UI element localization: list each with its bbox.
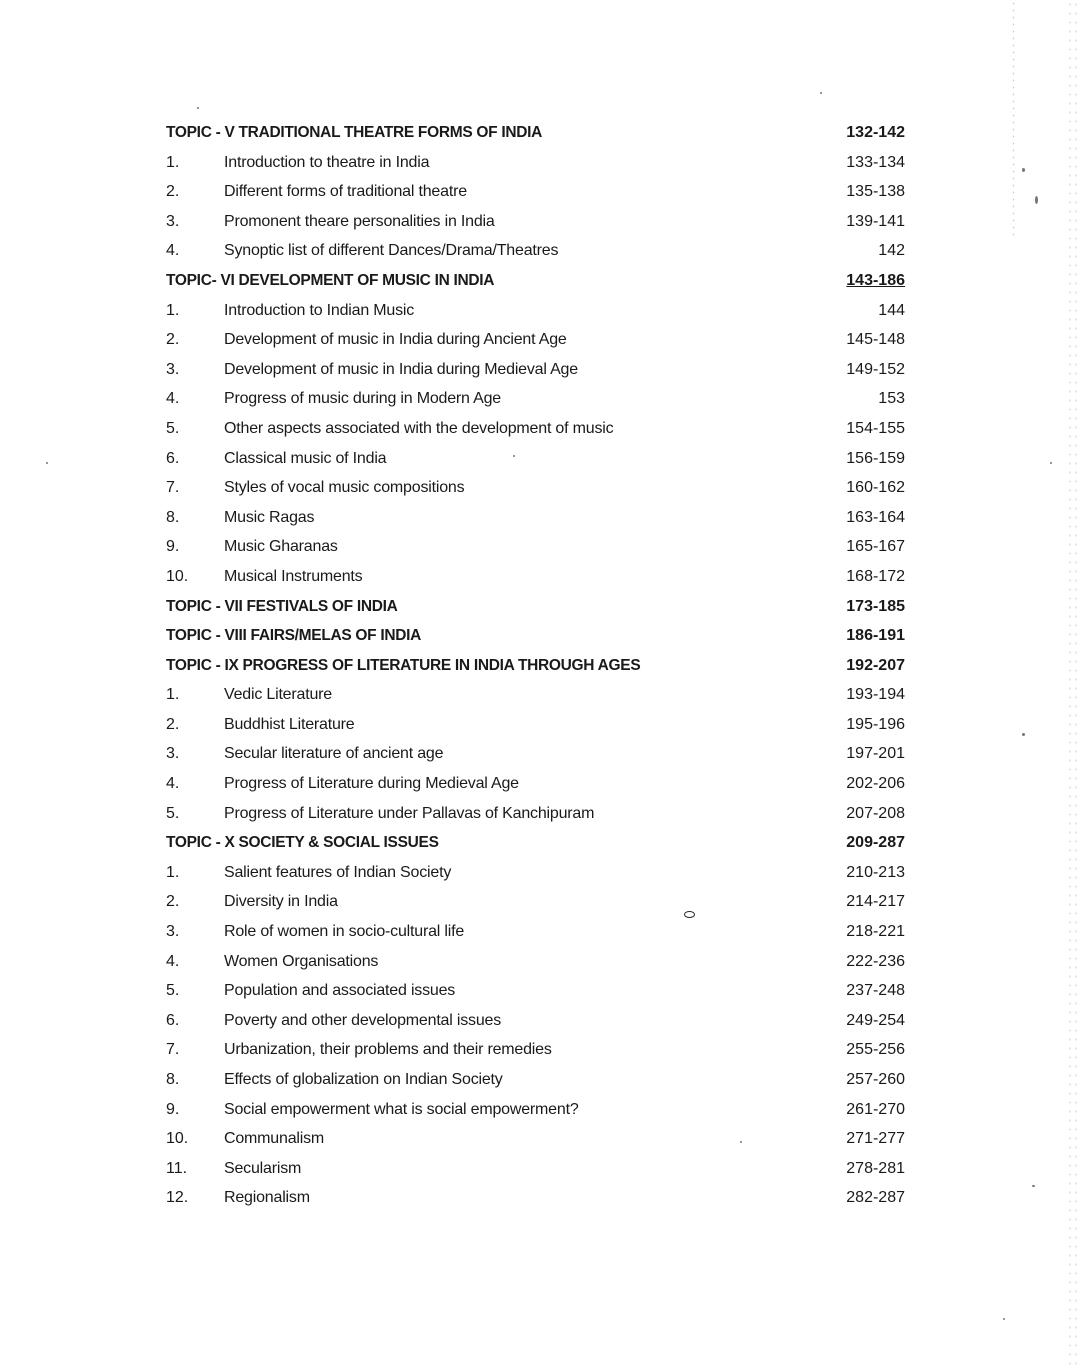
entry-number: 11.: [166, 1159, 188, 1177]
scan-speck: [1050, 462, 1052, 464]
toc-entry: [166, 236, 910, 266]
toc-entry: [166, 562, 910, 592]
toc-entry: [166, 148, 910, 178]
scan-speck: [1032, 1185, 1035, 1187]
entry-number: 1.: [166, 686, 180, 704]
topic-page-range: 173-185: [846, 597, 905, 615]
entry-title: Communalism: [224, 1130, 325, 1148]
entry-number: 1.: [166, 153, 180, 171]
entry-page-range: 145-148: [846, 331, 905, 349]
entry-page-range: 271-277: [846, 1130, 905, 1148]
entry-number: 8.: [166, 508, 180, 526]
entry-title: Synoptic list of different Dances/Drama/Theatres: [224, 242, 559, 260]
topic-title: TOPIC - X SOCIETY & SOCIAL ISSUES: [166, 834, 439, 852]
toc-entry: [166, 325, 910, 355]
entry-page-range: 257-260: [846, 1071, 905, 1088]
entry-number: 6.: [166, 1011, 180, 1029]
toc-topic-heading: [166, 266, 910, 296]
toc-entry: [166, 858, 910, 888]
toc-entry: [166, 917, 910, 947]
toc-topic-heading: [166, 651, 910, 681]
entry-page-range: 278-281: [846, 1159, 905, 1177]
entry-page-range: 160-162: [846, 479, 905, 497]
toc-entry: [166, 1065, 910, 1095]
entry-number: 5.: [166, 982, 180, 1000]
entry-number: 2.: [166, 183, 180, 201]
topic-title: TOPIC - VII FESTIVALS OF INDIA: [166, 597, 398, 615]
scan-speck: [1035, 196, 1038, 204]
entry-title: Development of music in India during Ancient Age: [224, 331, 567, 349]
scan-speck: [1022, 168, 1025, 172]
topic-title: TOPIC - IX PROGRESS OF LITERATURE IN INDIA THROUGH AGES: [166, 656, 641, 674]
entry-number: 3.: [166, 745, 180, 763]
entry-title: Introduction to Indian Music: [224, 301, 415, 319]
entry-page-range: 214-217: [846, 893, 905, 911]
entry-number: 7.: [166, 479, 180, 497]
toc-topic-heading: [166, 118, 910, 148]
scan-speck: [197, 107, 199, 109]
scan-edge-noise: [1011, 0, 1017, 240]
entry-title: Other aspects associated with the development of music: [224, 419, 614, 437]
toc-entry: [166, 680, 910, 710]
entry-number: 7.: [166, 1041, 180, 1059]
entry-page-range: 149-152: [846, 360, 905, 378]
toc-entry: [166, 503, 910, 533]
topic-page-range: 209-287: [846, 834, 905, 852]
entry-number: 5.: [166, 804, 180, 822]
toc-entry: [166, 384, 910, 414]
entry-title: Buddhist Literature: [224, 715, 355, 733]
entry-title: Salient features of Indian Society: [224, 863, 452, 881]
scan-speck: [46, 462, 48, 464]
toc-entry: [166, 1154, 910, 1184]
toc-entry: [166, 799, 910, 829]
toc-entry: [166, 739, 910, 769]
toc-entry: [166, 1006, 910, 1036]
entry-title: Secular literature of ancient age: [224, 745, 444, 763]
scan-speck: [740, 1141, 742, 1143]
table-of-contents: [166, 118, 910, 1213]
entry-page-range: 193-194: [846, 686, 905, 704]
entry-title: Progress of Literature under Pallavas of Kanchipuram: [224, 804, 595, 822]
entry-title: Promonent theare personalities in India: [224, 212, 495, 230]
toc-entry: [166, 207, 910, 237]
toc-entry: [166, 414, 910, 444]
entry-number: 9.: [166, 538, 180, 556]
entry-number: 4.: [166, 390, 180, 408]
toc-entry: [166, 532, 910, 562]
toc-entry: [166, 947, 910, 977]
entry-page-range: 135-138: [846, 183, 905, 201]
entry-title: Role of women in socio-cultural life: [224, 923, 465, 941]
scan-speck: [1022, 733, 1025, 736]
entry-page-range: 154-155: [846, 419, 905, 437]
entry-page-range: 237-248: [846, 982, 905, 1000]
entry-page-range: 218-221: [846, 923, 905, 941]
toc-topic-heading: [166, 828, 910, 858]
entry-page-range: 207-208: [846, 804, 905, 822]
entry-title: Vedic Literature: [224, 686, 332, 704]
entry-page-range: 163-164: [846, 508, 905, 526]
entry-number: 2.: [166, 715, 180, 733]
entry-title: Music Ragas: [224, 508, 315, 526]
entry-number: 4.: [166, 242, 180, 260]
entry-title: Urbanization, their problems and their remedies: [224, 1041, 552, 1059]
entry-page-range: 210-213: [846, 863, 905, 881]
entry-number: 1.: [166, 863, 180, 881]
scan-blot: [684, 911, 695, 918]
toc-topic-heading: [166, 592, 910, 622]
entry-number: 4.: [166, 775, 180, 793]
toc-entry: [166, 887, 910, 917]
entry-title: Progress of Literature during Medieval Age: [224, 775, 519, 793]
entry-title: Introduction to theatre in India: [224, 153, 430, 171]
entry-title: Poverty and other developmental issues: [224, 1011, 502, 1029]
entry-number: 12.: [166, 1189, 189, 1207]
toc-entry: [166, 473, 910, 503]
entry-title: Classical music of India: [224, 449, 387, 467]
entry-page-range: 195-196: [846, 715, 905, 733]
entry-number: 9.: [166, 1100, 180, 1118]
entry-title: Progress of music during in Modern Age: [224, 390, 501, 408]
entry-number: 6.: [166, 449, 180, 467]
entry-page-range: 249-254: [846, 1011, 905, 1029]
entry-title: Effects of globalization on Indian Society: [224, 1071, 503, 1088]
entry-number: 8.: [166, 1071, 180, 1088]
entry-number: 3.: [166, 923, 180, 941]
scan-speck: [1003, 1318, 1005, 1320]
scan-speck: [513, 455, 515, 457]
entry-title: Women Organisations: [224, 952, 379, 970]
entry-number: 1.: [166, 301, 180, 319]
entry-title: Development of music in India during Medieval Age: [224, 360, 578, 378]
entry-number: 5.: [166, 419, 180, 437]
entry-number: 4.: [166, 952, 180, 970]
entry-page-range: 153: [878, 390, 905, 408]
toc-entry: [166, 769, 910, 799]
entry-page-range: 165-167: [846, 538, 905, 556]
entry-number: 2.: [166, 893, 180, 911]
toc-entry: [166, 1035, 910, 1065]
entry-title: Styles of vocal music compositions: [224, 479, 465, 497]
toc-entry: [166, 710, 910, 740]
entry-title: Social empowerment what is social empowerment?: [224, 1100, 579, 1118]
toc-entry: [166, 296, 910, 326]
topic-page-range: 192-207: [846, 656, 905, 674]
topic-page-range: 143-186: [846, 271, 905, 289]
toc-topic-heading: [166, 621, 910, 651]
topic-title: TOPIC - VIII FAIRS/MELAS OF INDIA: [166, 627, 422, 645]
entry-page-range: 255-256: [846, 1041, 905, 1059]
entry-page-range: 133-134: [846, 153, 905, 171]
entry-number: 10.: [166, 567, 189, 585]
entry-page-range: 261-270: [846, 1100, 905, 1118]
entry-title: Regionalism: [224, 1189, 310, 1207]
topic-page-range: 132-142: [846, 124, 905, 141]
entry-number: 3.: [166, 360, 180, 378]
entry-title: Diversity in India: [224, 893, 338, 911]
entry-number: 3.: [166, 212, 180, 230]
entry-title: Different forms of traditional theatre: [224, 183, 467, 201]
entry-page-range: 139-141: [846, 212, 905, 230]
entry-title: Secularism: [224, 1159, 302, 1177]
topic-page-range: 186-191: [846, 627, 905, 645]
scan-speck: [820, 92, 822, 94]
toc-entry: [166, 1095, 910, 1125]
toc-entry: [166, 1183, 910, 1213]
entry-page-range: 222-236: [846, 952, 905, 970]
entry-title: Music Gharanas: [224, 538, 338, 556]
entry-page-range: 144: [878, 301, 905, 319]
entry-number: 2.: [166, 331, 180, 349]
entry-title: Musical Instruments: [224, 567, 363, 585]
topic-title: TOPIC- VI DEVELOPMENT OF MUSIC IN INDIA: [166, 271, 495, 289]
toc-entry: [166, 355, 910, 385]
entry-page-range: 282-287: [846, 1189, 905, 1207]
topic-title: TOPIC - V TRADITIONAL THEATRE FORMS OF INDIA: [166, 124, 543, 141]
entry-page-range: 202-206: [846, 775, 905, 793]
toc-entry: [166, 976, 910, 1006]
entry-page-range: 156-159: [846, 449, 905, 467]
entry-title: Population and associated issues: [224, 982, 456, 1000]
toc-entry: [166, 444, 910, 474]
entry-page-range: 142: [878, 242, 905, 260]
toc-entry: [166, 177, 910, 207]
entry-number: 10.: [166, 1130, 189, 1148]
entry-page-range: 197-201: [846, 745, 905, 763]
toc-entry: [166, 1124, 910, 1154]
scan-edge-noise: [1067, 0, 1077, 1371]
entry-page-range: 168-172: [846, 567, 905, 585]
